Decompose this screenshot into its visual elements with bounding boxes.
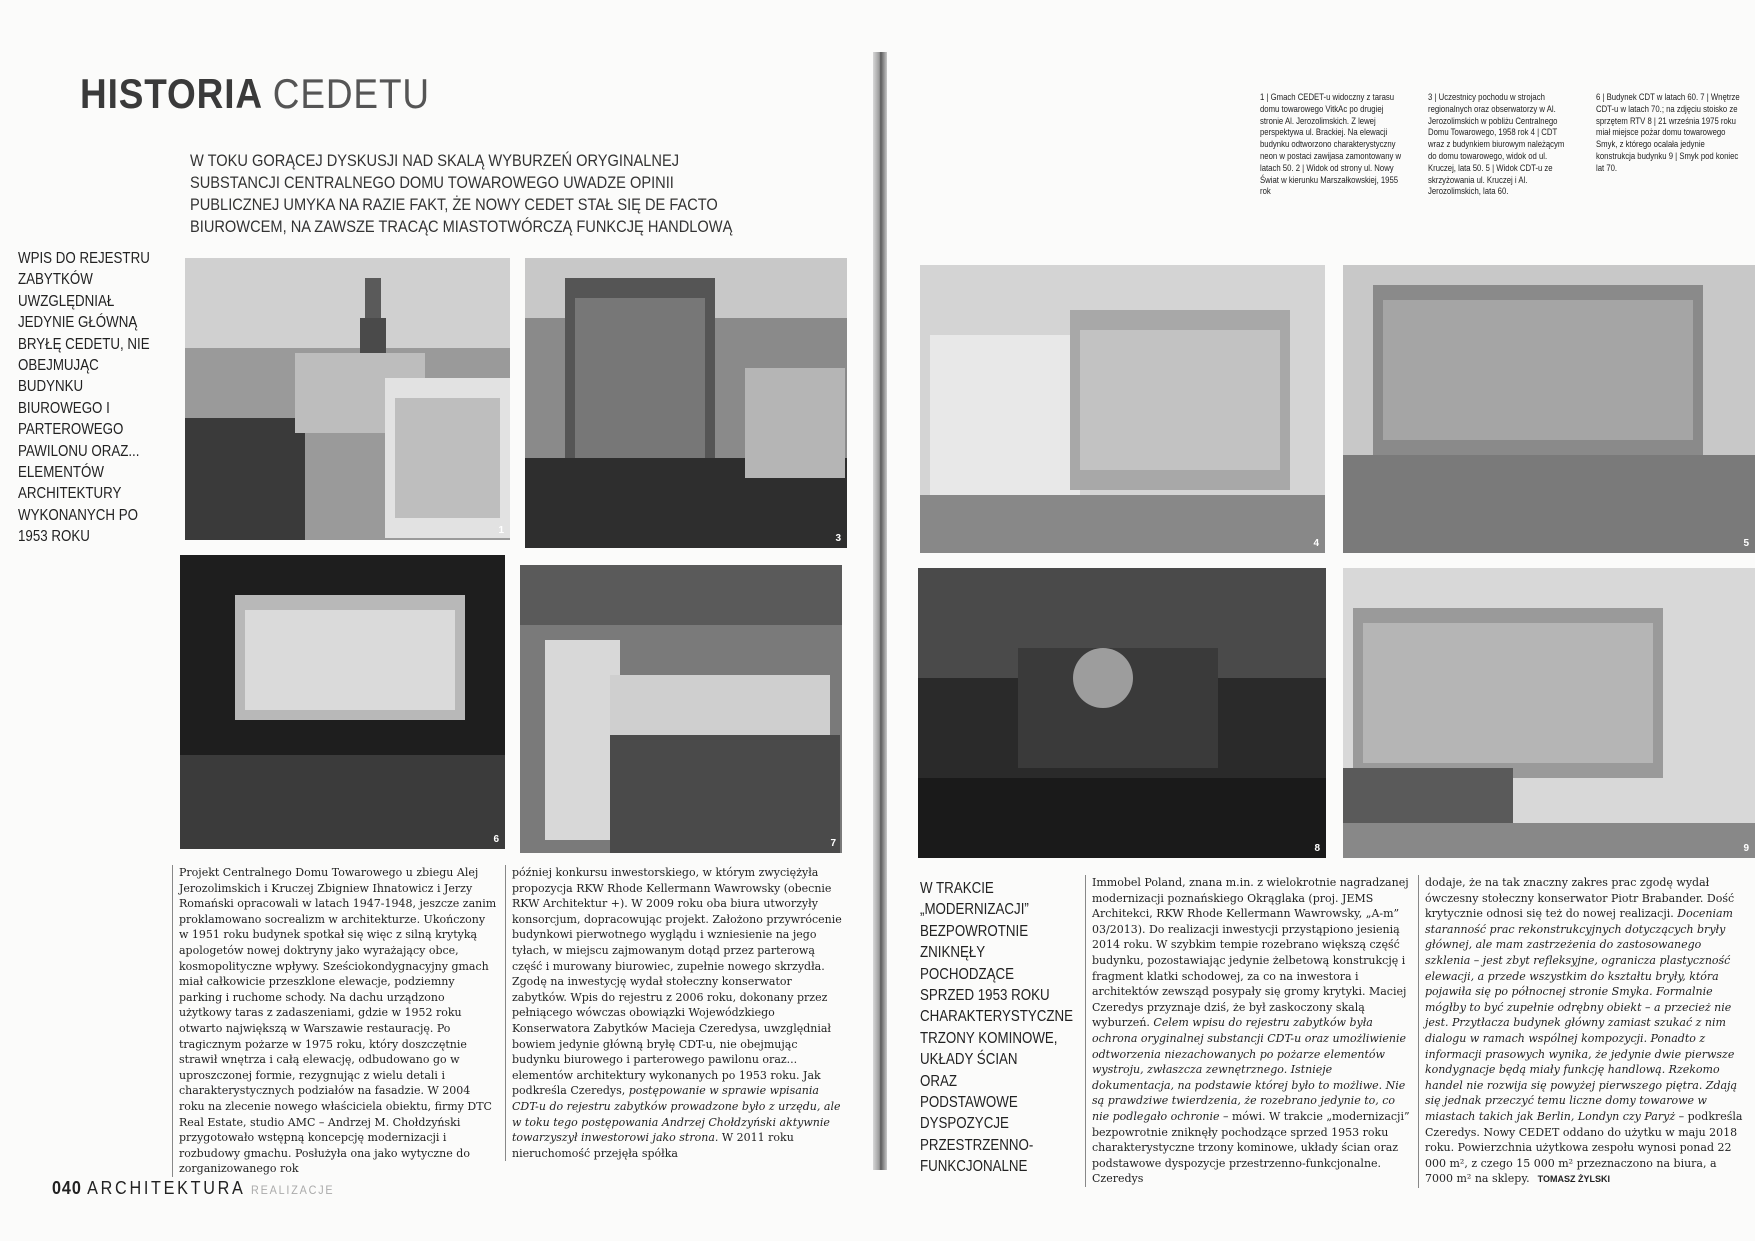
body-paragraph	[512, 865, 842, 1161]
side-quote-right: W TRAKCIE „MODERNIZACJI” BEZPOWROTNIE ZNIKNĘŁY POCHODZĄCE SPRZED 1953 ROKU CHARAKTERYSTYCZNE TRZONY KOMINOWE, UKŁADY ŚCIAN ORAZ PODSTAWOWE DYSPOZYCJE PRZESTRZENNO-FUNKCJONALNE	[920, 880, 1074, 1176]
photo-number: 4	[1313, 538, 1319, 549]
photo-4-image	[920, 265, 1325, 553]
captions-column-2: 3 | Uczestnicy pochodu w strojach regionalnych oraz obserwatorzy w Al. Jerozolimskich w pobliżu Centralnego Domu Towarowego, 1958 rok 4 | CDT wraz z budynkiem biurowym należącym do domu towarowego, widok od ul. Kruczej, lata 50. 5 | Widok CDT-u ze skrzyżowania ul. Kruczej i Al. Jerozolimskich, lata 60.	[1428, 92, 1565, 197]
quote-text: Doceniam staranność prac rekonstrukcyjnych dotyczących bryły głównej, ale mam zastrzeżenia do zastosowanego szklenia – jest zbyt refleksyjne, ogranicza plastyczność elewacji, a przede wszystkim do kształtu bryły, która pojawiła się po północnej stronie Smyka. Formalnie mógłby to być zupełnie odrębny obiekt – a przecież nie jest. Przytłacza budynek główny zamiast szukać z nim dialogu w ramach wspólnej kompozycji. Ponadto z informacji prasowych wynika, że jedynie dwie pierwsze kondygnacje będą miały funkcję handlową. Rzekomo handel nie rozwija się powyżej pierwszego piętra. Zdają się jednak przeczyć temu liczne domy towarowe w miastach takich jak Berlin, Londyn czy Paryż	[1425, 907, 1738, 1123]
magazine-name: ARCHITEKTURA	[87, 1178, 246, 1198]
photo-number: 3	[835, 533, 841, 544]
side-quote-left: WPIS DO REJESTRU ZABYTKÓW UWZGLĘDNIAŁ JEDYNIE GŁÓWNĄ BRYŁĘ CEDETU, NIE OBEJMUJĄC BUDYNKU BIUROWEGO I PARTEROWEGO PAWILONU ORAZ... ELEMENTÓW ARCHITEKTURY WYKONANYCH PO 1953 ROKU	[18, 250, 150, 546]
photo-number: 7	[830, 838, 836, 849]
photo-1	[185, 258, 510, 540]
photo-number: 1	[498, 525, 504, 536]
author-signature: TOMASZ ŻYLSKI	[1537, 1174, 1610, 1185]
section-name: REALIZACJE	[250, 1183, 335, 1197]
title-bold: HISTORIA	[80, 70, 262, 117]
quote-text: postępowanie w sprawie wpisania CDT-u do rejestru zabytków prowadzone było z urzędu, ale w toku tego postępowania Andrzej Chołdzyński aktywnie towarzyszył inwestorowi jako strona.	[512, 1084, 841, 1145]
body-text: W 2011 roku nieruchomość przejęła spółka	[512, 1131, 794, 1160]
body-column-4	[1418, 875, 1745, 1188]
photo-number: 8	[1314, 843, 1320, 854]
page-folio	[52, 1178, 334, 1199]
photo-9	[1343, 568, 1755, 858]
body-text: – mówi. W trakcie „modernizacji” bezpowrotnie zniknęły pochodzące sprzed 1953 roku charakterystyczne trzony kominowe, układy ścian oraz podstawowe dyspozycje przestrzenno-funkcjonalne. Czeredys	[1092, 1109, 1410, 1186]
photo-6-image	[180, 555, 505, 849]
title-light: CEDETU	[272, 70, 430, 117]
page-spine	[873, 52, 887, 1170]
photo-4	[920, 265, 1325, 553]
photo-5-image	[1343, 265, 1755, 553]
body-text: – podkreśla Czeredys. Nowy CEDET oddano do użytku w maju 2018 roku. Powierzchnia użytkowa zespołu wynosi ponad 22 000 m², z czego 15 000 m² przeznaczono na biura, a 7000 m² na sklepy.	[1425, 1109, 1743, 1186]
photo-7	[520, 565, 842, 853]
body-paragraph	[1092, 875, 1412, 1187]
article-title	[80, 70, 430, 118]
captions-column-1: 1 | Gmach CEDET-u widoczny z tarasu domu towarowego VitkAc po drugiej stronie Al. Jerozolimskich. Z lewej perspektywa ul. Brackiej. Na elewacji budynku odtworzono charakterystyczny neon w postaci zawijasa zamontowany w latach 50. 2 | Widok od strony ul. Nowy Świat w kierunku Marszałkowskiej, 1955 rok	[1260, 92, 1402, 197]
photo-number: 9	[1743, 843, 1749, 854]
body-paragraph: Projekt Centralnego Domu Towarowego u zbiegu Alej Jerozolimskich i Kruczej Zbigniew Ihnatowicz i Jerzy Romański opracowali w latach 1947-1948, jeszcze zanim proklamowano socrealizm w architekturze. Ukończony w 1951 roku budynek spotkał się więc z silną krytyką apologetów nowej doktryny jako wyrażający obce, kosmopolityczne wpływy. Sześciokondygnacyjny gmach miał całkowicie przeszklone elewacje, podziemny parking i ruchome schody. Na dachu urządzono użytkowy taras z zadaszeniami, gdzie w 1952 roku otwarto największą w Warszawie restaurację. Po tragicznym pożarze w 1975 roku, który doszczętnie strawił wnętrza i całą elewację, odbudowano go w uproszczonej formie, rezygnując z wielu detali i charakterystycznych podziałów na fasadzie. W 2004 roku na zlecenie nowego właściciela obiektu, firmy DTC Real Estate, studio AMC – Andrzej M. Chołdzyński przygotowało wstępną koncepcję modernizacji i rozbudowy gmachu. Posłużyła ona jako wytyczne do zorganizowanego rok	[179, 866, 497, 1176]
body-text: później konkursu inwestorskiego, w którym zwyciężyła propozycja RKW Rhode Kellermann Wawrowsky (obecnie RKW Architektur +). W 2009 roku oba biura utworzyły konsorcjum, dopracowując projekt. Założono przywrócenie budynkowi pierwotnego wyglądu i wzniesienie na jego tyłach, w miejscu zajmowanym dotąd przez parterową część i murowany biurowiec, zupełnie nowego skrzydła. Zgodę na inwestycję wydał stołeczny konserwator zabytków. Wpis do rejestru z 2006 roku, dokonany przez pełniącego wówczas obowiązki Wojewódzkiego Konserwatora Zabytków Macieja Czeredysa, uwzględniał bowiem jedynie główną bryłę CDT-u, nie obejmując budynku biurowego i parterowego pawilonu oraz... elementów architektury wykonanych po 1953 roku. Jak podkreśla Czeredys,	[512, 866, 842, 1098]
photo-3-image	[525, 258, 847, 548]
photo-number: 6	[493, 834, 499, 845]
photo-8	[918, 568, 1326, 858]
photo-8-image	[918, 568, 1326, 858]
body-column-1	[172, 865, 497, 1177]
photo-6	[180, 555, 505, 849]
photo-9-image	[1343, 568, 1755, 858]
body-column-3	[1085, 875, 1412, 1187]
body-text: Immobel Poland, znana m.in. z wielokrotnie nagradzanej modernizacji poznańskiego Okrąglaka (proj. JEMS Architekci, RKW Rhode Kellermann Wawrowsky, „A-m” 03/2013). Do realizacji inwestycji przystąpiono jesienią 2014 roku. W szybkim tempie rozebrano większą część budynku, pozostawiając jedynie żelbetową konstrukcję i fragment klatki schodowej, za co na inwestora i architektów zewsząd posypały się gromy krytyki. Maciej Czeredys przyznaje dziś, że był zaskoczony skalą wyburzeń.	[1092, 876, 1409, 1030]
photo-1-image	[185, 258, 510, 540]
photo-7-image	[520, 565, 842, 853]
captions-column-3: 6 | Budynek CDT w latach 60. 7 | Wnętrze CDT-u w latach 70.; na zdjęciu stoisko ze sprzętem RTV 8 | 21 września 1975 roku miał miejsce pożar domu towarowego Smyk, z którego ocalała jedynie konstrukcja budynku 9 | Smyk pod koniec lat 70.	[1596, 92, 1740, 173]
lead-paragraph: W TOKU GORĄCEJ DYSKUSJI NAD SKALĄ WYBURZEŃ ORYGINALNEJ SUBSTANCJI CENTRALNEGO DOMU TOWAROWEGO UWADZE OPINII PUBLICZNEJ UMYKA NA RAZIE FAKT, ŻE NOWY CEDET STAŁ SIĘ DE FACTO BIUROWCEM, NA ZAWSZE TRACĄC MIASTOTWÓRCZĄ FUNKCJĘ HANDLOWĄ	[190, 151, 733, 236]
photo-3	[525, 258, 847, 548]
quote-text: Celem wpisu do rejestru zabytków była ochrona oryginalnej substancji CDT-u oraz umożliwienie odtworzenia niezachowanych po pożarze elementów wystroju, zwłaszcza zewnętrznego. Istnieje dokumentacja, na podstawie której było to możliwe. Nie są prawdziwe twierdzenia, że rozebrano jedynie to, co nie podlegało ochronie	[1092, 1016, 1406, 1123]
photo-number: 5	[1743, 538, 1749, 549]
page-number: 040	[52, 1178, 82, 1198]
photo-5	[1343, 265, 1755, 553]
body-paragraph	[1425, 875, 1745, 1188]
body-text: dodaje, że na tak znaczny zakres prac zgodę wydał ówczesny stołeczny konserwator Piotr Brabander. Dość krytycznie odnosi się też do nowej realizacji.	[1425, 876, 1735, 921]
body-column-2	[505, 865, 842, 1161]
